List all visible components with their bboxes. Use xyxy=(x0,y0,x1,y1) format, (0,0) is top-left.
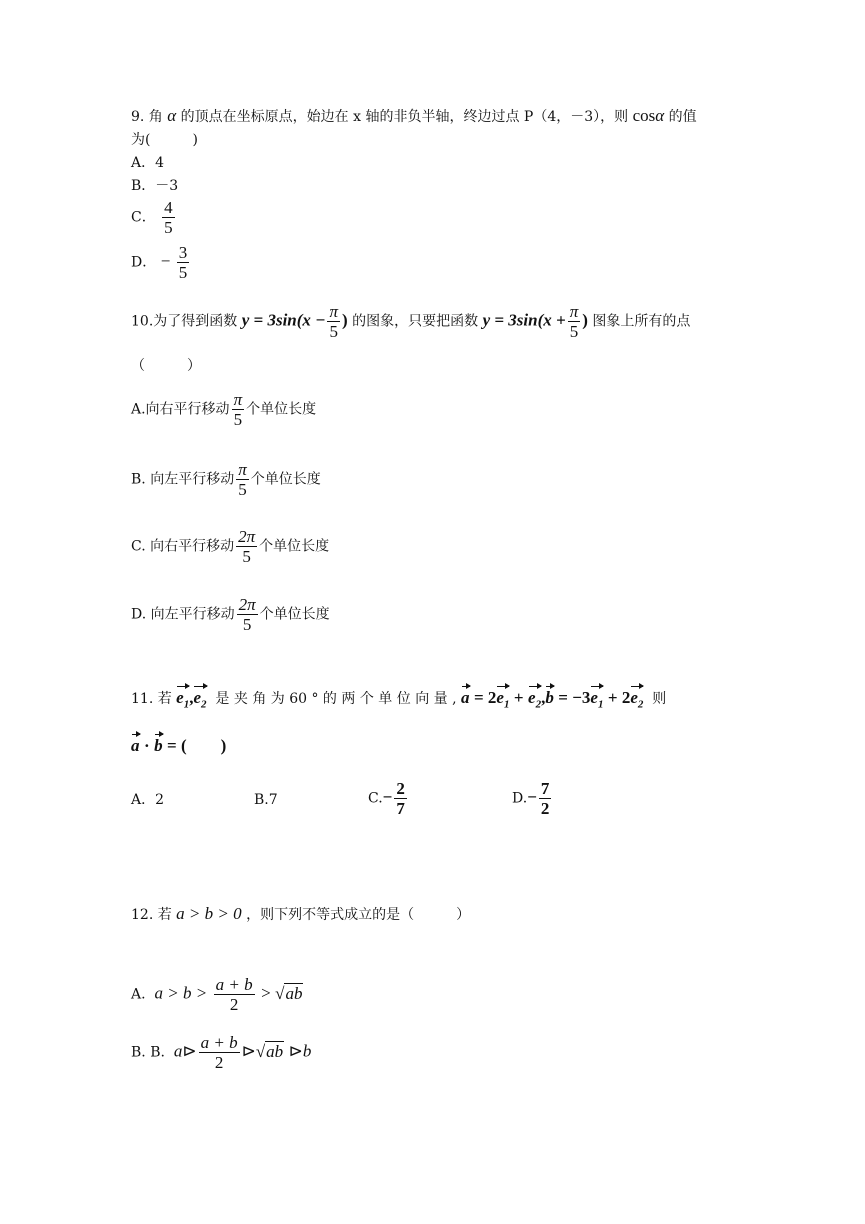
fraction: $\frac{\pi}{5}$ xyxy=(569,302,579,341)
fraction: $\frac{3}{5}$ xyxy=(178,243,188,282)
fraction: $\frac{a + b}{2}$ xyxy=(215,975,253,1014)
fraction: $\frac{\pi}{5}$ xyxy=(233,390,243,429)
q11-option-a: A．2 xyxy=(131,792,165,808)
q11-stem-line2: a · b = ( ) xyxy=(131,736,227,755)
q11-option-c: C.− $\frac{2}{7}$ xyxy=(368,779,405,818)
fraction: $\frac{2\pi}{5}$ xyxy=(238,595,256,634)
q12-option-a: A. a > b > $\frac{a + b}{2}$ > √ab xyxy=(131,975,303,1014)
fraction: $\frac{7}{2}$ xyxy=(540,779,550,818)
q10-option-a: A.向右平行移动 $\frac{\pi}{5}$ 个单位长度 xyxy=(131,390,317,429)
q10-stem: 10.为了得到函数 y = 3sin(x − $\frac{\pi}{5}$ ) 的图象，只要把函数 y = 3sin(x + $\frac{\pi}{5}$ ) 图象上所有的点 xyxy=(131,302,691,341)
vector-b: b xyxy=(545,688,554,707)
vector-b: b xyxy=(154,736,163,755)
fraction: $\frac{\pi}{5}$ xyxy=(329,302,338,341)
fraction: $\frac{\pi}{5}$ xyxy=(238,460,247,499)
q9-option-a: A．4 xyxy=(131,155,165,171)
fraction: $\frac{2}{7}$ xyxy=(396,779,405,818)
q9-option-d: D． − $\frac{3}{5}$ xyxy=(131,243,188,282)
condition: a > b > 0 xyxy=(176,904,242,923)
sqrt-ab: √ab xyxy=(275,983,303,1003)
q9-stem-line2: 为( ) xyxy=(131,132,198,148)
function-1: y = 3sin(x − xyxy=(241,310,326,330)
fraction: $\frac{a + b}{2}$ xyxy=(200,1033,238,1072)
vector-a: a xyxy=(461,688,470,707)
q10-option-c: C. 向右平行移动 $\frac{2\pi}{5}$ 个单位长度 xyxy=(131,527,330,566)
alpha-symbol: α xyxy=(167,106,177,125)
q10-option-b: B. 向左平行移动 $\frac{\pi}{5}$ 个单位长度 xyxy=(131,460,321,499)
q12-option-b: B. B. a⊳ $\frac{a + b}{2}$ ⊳√ab ⊳b xyxy=(131,1033,312,1072)
q10-option-d: D. 向左平行移动 $\frac{2\pi}{5}$ 个单位长度 xyxy=(131,595,330,634)
cos-symbol: cos xyxy=(632,106,656,125)
q9-option-c: C． $\frac{4}{5}$ xyxy=(131,198,173,237)
q9-stem-line1: 9. 角 α 的顶点在坐标原点，始边在 x 轴的非负半轴，终边过点 P（4，－3），则 cosα 的值 xyxy=(131,106,697,125)
sqrt-ab: √ab xyxy=(255,1041,284,1061)
vector-e2: $e_2$ xyxy=(193,688,206,714)
fraction: $\frac{4}{5}$ xyxy=(164,198,173,237)
q11-option-d: D.− $\frac{7}{2}$ xyxy=(512,779,550,818)
q9-option-b: B．－3 xyxy=(131,178,179,194)
function-2: y = 3sin(x + xyxy=(482,310,566,330)
q11-option-b: B.7 xyxy=(254,792,278,808)
q12-stem: 12. 若 a > b > 0 ，则下列不等式成立的是（ ） xyxy=(131,904,471,923)
vector-a: a xyxy=(131,736,140,755)
q11-stem-line1: 11. 若 $e_1,e_2$ 是 夹 角 为 60 ° 的 两 个 单 位 向 量 , $a = 2e_1 + e_2,b = -3e_1 + 2e_2$ 则 xyxy=(131,688,666,714)
vector-e1: $e_1$ xyxy=(176,688,189,714)
fraction: $\frac{2\pi}{5}$ xyxy=(238,527,256,566)
q10-answer-paren: （ ） xyxy=(131,358,201,374)
